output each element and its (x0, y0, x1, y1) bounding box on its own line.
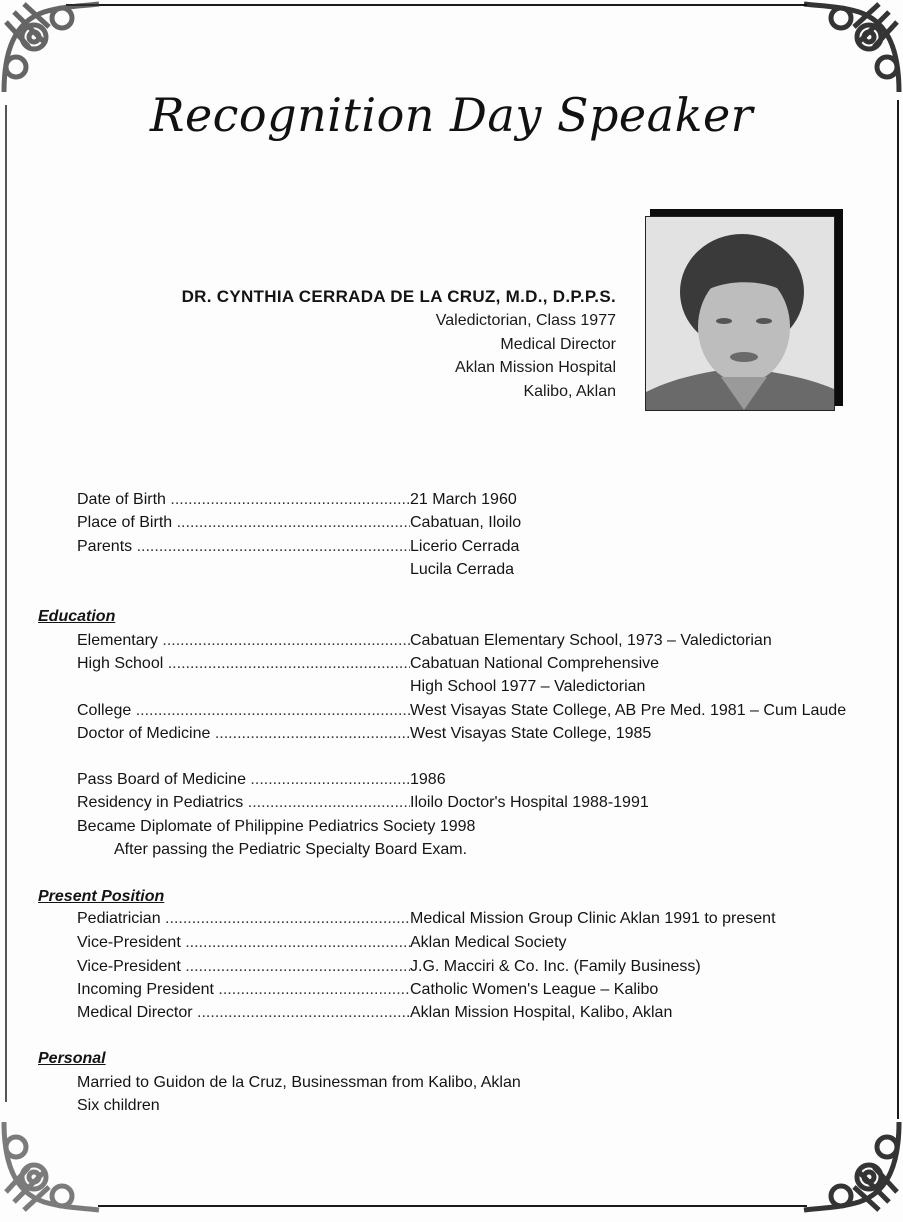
present-position-heading: Present Position (38, 888, 165, 905)
page-title: Recognition Day Speaker (149, 88, 754, 142)
education-heading: Education (38, 608, 116, 625)
personal-line-married: Married to Guidon de la Cruz, Businessman from Kalibo, Aklan (77, 1074, 521, 1091)
border-top-line (66, 4, 807, 6)
education-value: West Visayas State College, 1985 (410, 725, 652, 742)
border-bottom-line (98, 1205, 807, 1207)
diplomate-text: Became Diplomate of Philippine Pediatrics Society 1998 (77, 818, 476, 835)
info-label: Parents ..... (77, 535, 410, 558)
info-value: Cabatuan, Iloilo (410, 514, 522, 531)
personal-line-children: Six children (77, 1097, 160, 1114)
speaker-header (182, 285, 616, 403)
diplomate-note: After passing the Pediatric Specialty Board Exam. (114, 841, 468, 858)
education-value: Cabatuan National Comprehensive (410, 655, 660, 672)
info-label: Date of Birth ..... (77, 488, 410, 511)
education-label: College ..... (77, 699, 410, 722)
position-value: J.G. Macciri & Co. Inc. (Family Business) (410, 958, 701, 975)
border-right-line (897, 100, 899, 1119)
speaker-photo-frame (645, 216, 835, 412)
ornament-corner-icon (799, 1112, 903, 1222)
info-value: 21 March 1960 (410, 491, 517, 508)
education-label: Elementary ..... (77, 629, 410, 652)
position-value: Aklan Mission Hospital, Kalibo, Aklan (410, 1004, 673, 1021)
education-label: Doctor of Medicine ..... (77, 722, 410, 745)
portrait-icon (646, 217, 834, 410)
position-label: Vice-President ..... (77, 931, 410, 954)
ornament-corner-icon (0, 0, 104, 102)
position-label: Incoming President ..... (77, 978, 410, 1001)
speaker-line: Aklan Mission Hospital (455, 359, 616, 376)
board-label: Pass Board of Medicine ..... (77, 768, 410, 791)
info-label: Place of Birth ..... (77, 511, 410, 534)
ornament-corner-icon (0, 1112, 104, 1222)
position-value: Aklan Medical Society (410, 934, 567, 951)
speaker-name: DR. CYNTHIA CERRADA DE LA CRUZ, M.D., D.P.P.S. (181, 287, 616, 306)
speaker-photo (645, 216, 835, 411)
personal-heading: Personal (38, 1050, 106, 1067)
residency-label: Residency in Pediatrics ..... (77, 791, 410, 814)
education-value: West Visayas State College, AB Pre Med. 1981 – Cum Laude (410, 702, 847, 719)
position-label: Pediatrician ..... (77, 907, 410, 930)
position-label: Medical Director ..... (77, 1001, 410, 1024)
position-value: Catholic Women's League – Kalibo (410, 981, 659, 998)
speaker-line: Kalibo, Aklan (523, 382, 616, 400)
education-value: High School 1977 – Valedictorian (410, 678, 646, 695)
border-left-line (5, 105, 7, 1102)
board-value: 1986 (410, 771, 446, 788)
education-label: High School ..... (77, 652, 410, 675)
info-value: Licerio Cerrada (410, 538, 520, 555)
position-value: Medical Mission Group Clinic Aklan 1991 to present (410, 910, 776, 927)
residency-value: Iloilo Doctor's Hospital 1988-1991 (410, 794, 649, 811)
speaker-line: Valedictorian, Class 1977 (435, 312, 616, 329)
info-value: Lucila Cerrada (410, 561, 515, 578)
education-value: Cabatuan Elementary School, 1973 – Valedictorian (410, 632, 772, 649)
position-label: Vice-President ..... (77, 955, 410, 978)
speaker-line: Medical Director (500, 335, 616, 353)
ornament-corner-icon (799, 0, 903, 102)
